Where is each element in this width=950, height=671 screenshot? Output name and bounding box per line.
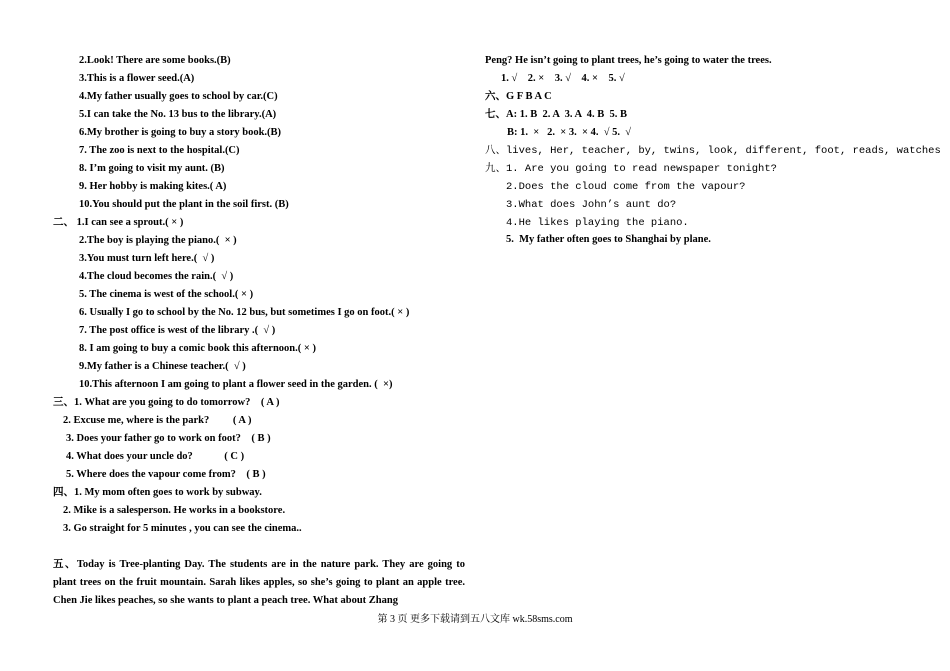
answer-line: 4.My father usually goes to school by car.(C) (79, 91, 278, 102)
answer-line: 2.Look! There are some books.(B) (79, 55, 231, 66)
answer-line: 2. Excuse me, where is the park? ( A ) (63, 415, 252, 426)
answer-line: 8. I’m going to visit my aunt. (B) (79, 163, 225, 174)
answer-line: 3.What does John’s aunt do? (506, 199, 677, 211)
answer-line: 5. Where does the vapour come from? ( B ) (66, 469, 266, 480)
answer-line: 3.You must turn left here.( √ ) (79, 253, 215, 264)
passage-continuation: Peng? He isn’t going to plant trees, he’s going to water the trees. (485, 55, 772, 66)
answer-line: 4.The cloud becomes the rain.( √ ) (79, 271, 234, 282)
section-3-heading: 三、1. What are you going to do tomorrow? ( A ) (53, 397, 280, 408)
answer-line: 9.My father is a Chinese teacher.( √ ) (79, 361, 246, 372)
answer-line: 5.I can take the No. 13 bus to the library.(A) (79, 109, 277, 120)
answer-line: 2. Mike is a salesperson. He works in a bookstore. (63, 505, 286, 516)
page-footer: 第 3 页 更多下载请到五八文库 wk.58sms.com (377, 614, 573, 625)
answer-line: 9. Her hobby is making kites.( A) (79, 181, 227, 192)
answer-line: 2.Does the cloud come from the vapour? (506, 181, 746, 193)
section-4-heading: 四、1. My mom often goes to work by subway. (53, 487, 262, 498)
answer-line: 3. Go straight for 5 minutes , you can see the cinema.. (63, 523, 302, 534)
answer-line: 3. Does your father go to work on foot? ( B ) (66, 433, 271, 444)
answer-line: 3.This is a flower seed.(A) (79, 73, 195, 84)
answer-line: 5. My father often goes to Shanghai by plane. (506, 234, 711, 245)
answer-line: 10.This afternoon I am going to plant a flower seed in the garden. ( ×) (79, 379, 393, 390)
answer-line: 8. I am going to buy a comic book this afternoon.( × ) (79, 343, 316, 354)
answer-line: 7. The zoo is next to the hospital.(C) (79, 145, 240, 156)
answer-line: 7. The post office is west of the library .( √ ) (79, 325, 276, 336)
answer-line: 4.He likes playing the piano. (506, 217, 689, 229)
section-5-passage: 五、Today is Tree-planting Day. The students are in the nature park. They are going to plant trees on the fruit mountain. Sarah likes apples, so she’s going to plant an apple tree. Chen Jie likes peaches, so she wants to plant a peach tree. What about Zhang (53, 559, 465, 606)
answer-line: 4. What does your uncle do? ( C ) (66, 451, 245, 462)
answer-line: 5. The cinema is west of the school.( × ) (79, 289, 254, 300)
answer-line: B: 1. × 2. × 3. × 4. √ 5. √ (507, 127, 631, 138)
answer-line: 2.The boy is playing the piano.( × ) (79, 235, 237, 246)
answer-line: 6.My brother is going to buy a story book.(B) (79, 127, 282, 138)
section-6-heading: 六、G F B A C (485, 91, 552, 102)
section-9-heading: 九、1. Are you going to read newspaper tonight? (485, 163, 777, 175)
answer-line: 1. √ 2. × 3. √ 4. × 5. √ (501, 73, 625, 84)
section-7-heading: 七、A: 1. B 2. A 3. A 4. B 5. B (485, 109, 628, 120)
section-2-heading: 二、 1.I can see a sprout.( × ) (53, 217, 184, 228)
answer-line: 6. Usually I go to school by the No. 12 bus, but sometimes I go on foot.( × ) (79, 307, 410, 318)
section-8-heading: 八、lives, Her, teacher, by, twins, look, different, foot, reads, watches (485, 145, 941, 157)
answer-line: 10.You should put the plant in the soil first. (B) (79, 199, 289, 210)
